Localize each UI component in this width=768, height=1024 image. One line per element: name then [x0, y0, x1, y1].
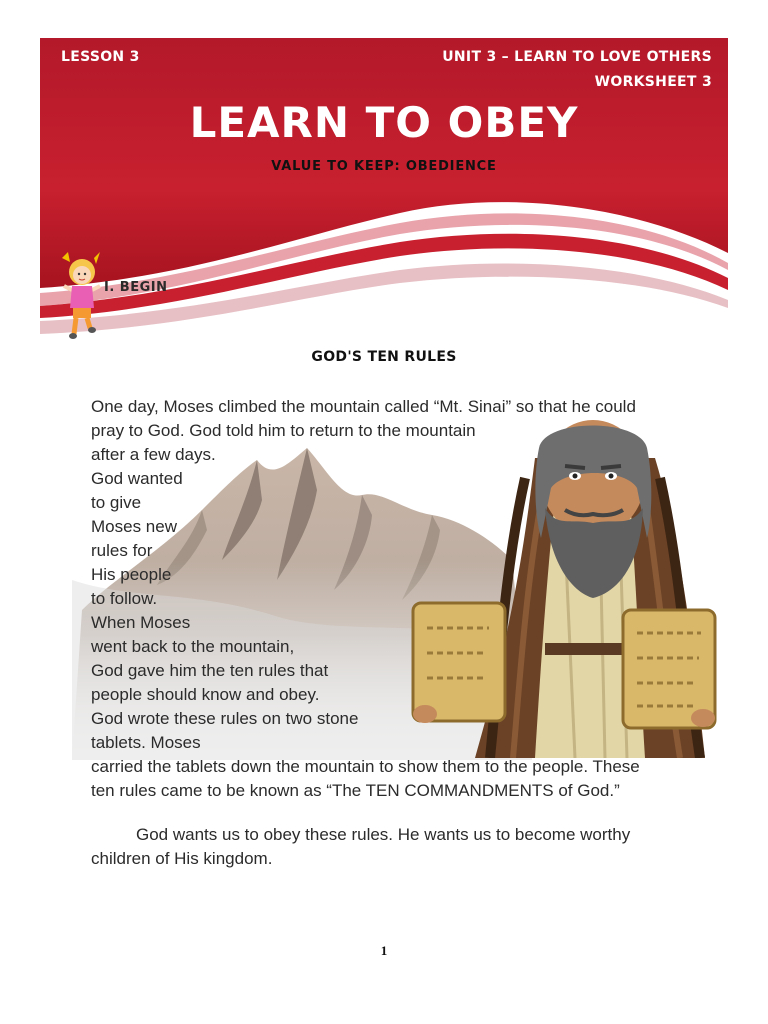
- worksheet-label: WORKSHEET 3: [594, 74, 712, 90]
- page-title: LEARN TO OBEY: [189, 98, 579, 147]
- girl-illustration: [54, 250, 110, 342]
- story-line: pray to God. God told him to return to the mountain: [91, 421, 476, 440]
- story-line: His people: [91, 565, 172, 584]
- lesson-label: LESSON 3: [61, 49, 140, 65]
- page-number: 1: [380, 943, 388, 958]
- story-line: Moses new: [91, 517, 177, 536]
- value-subtitle: VALUE TO KEEP: OBEDIENCE: [271, 159, 497, 174]
- closing-line: children of His kingdom.: [91, 849, 273, 868]
- story-line: to give: [91, 493, 142, 512]
- story-line: tablets. Moses: [91, 733, 201, 752]
- story-line: after a few days.: [91, 445, 216, 464]
- closing-line: God wants us to obey these rules. He wants us to become worthy: [136, 825, 631, 844]
- moses-illustration: [405, 418, 723, 758]
- story-line: went back to the mountain,: [91, 637, 295, 656]
- story-line: One day, Moses climbed the mountain called “Mt. Sinai” so that he could: [91, 397, 636, 416]
- story-title: GOD'S TEN RULES: [311, 349, 457, 365]
- story-line: rules for: [91, 541, 153, 560]
- unit-label: UNIT 3 – LEARN TO LOVE OTHERS: [442, 49, 712, 65]
- story-line: carried the tablets down the mountain to show them to the people. These: [91, 757, 640, 776]
- section-label: I. BEGIN: [104, 280, 168, 295]
- story-line: to follow.: [91, 589, 158, 608]
- story-line: God gave him the ten rules that: [91, 661, 329, 680]
- story-line: God wanted: [91, 469, 183, 488]
- story-line: ten rules came to be known as “The TEN COMMANDMENTS of God.”: [91, 781, 620, 800]
- story-line: people should know and obey.: [91, 685, 320, 704]
- story-line: God wrote these rules on two stone: [91, 709, 359, 728]
- story-line: When Moses: [91, 613, 191, 632]
- closing-paragraph: [91, 823, 711, 871]
